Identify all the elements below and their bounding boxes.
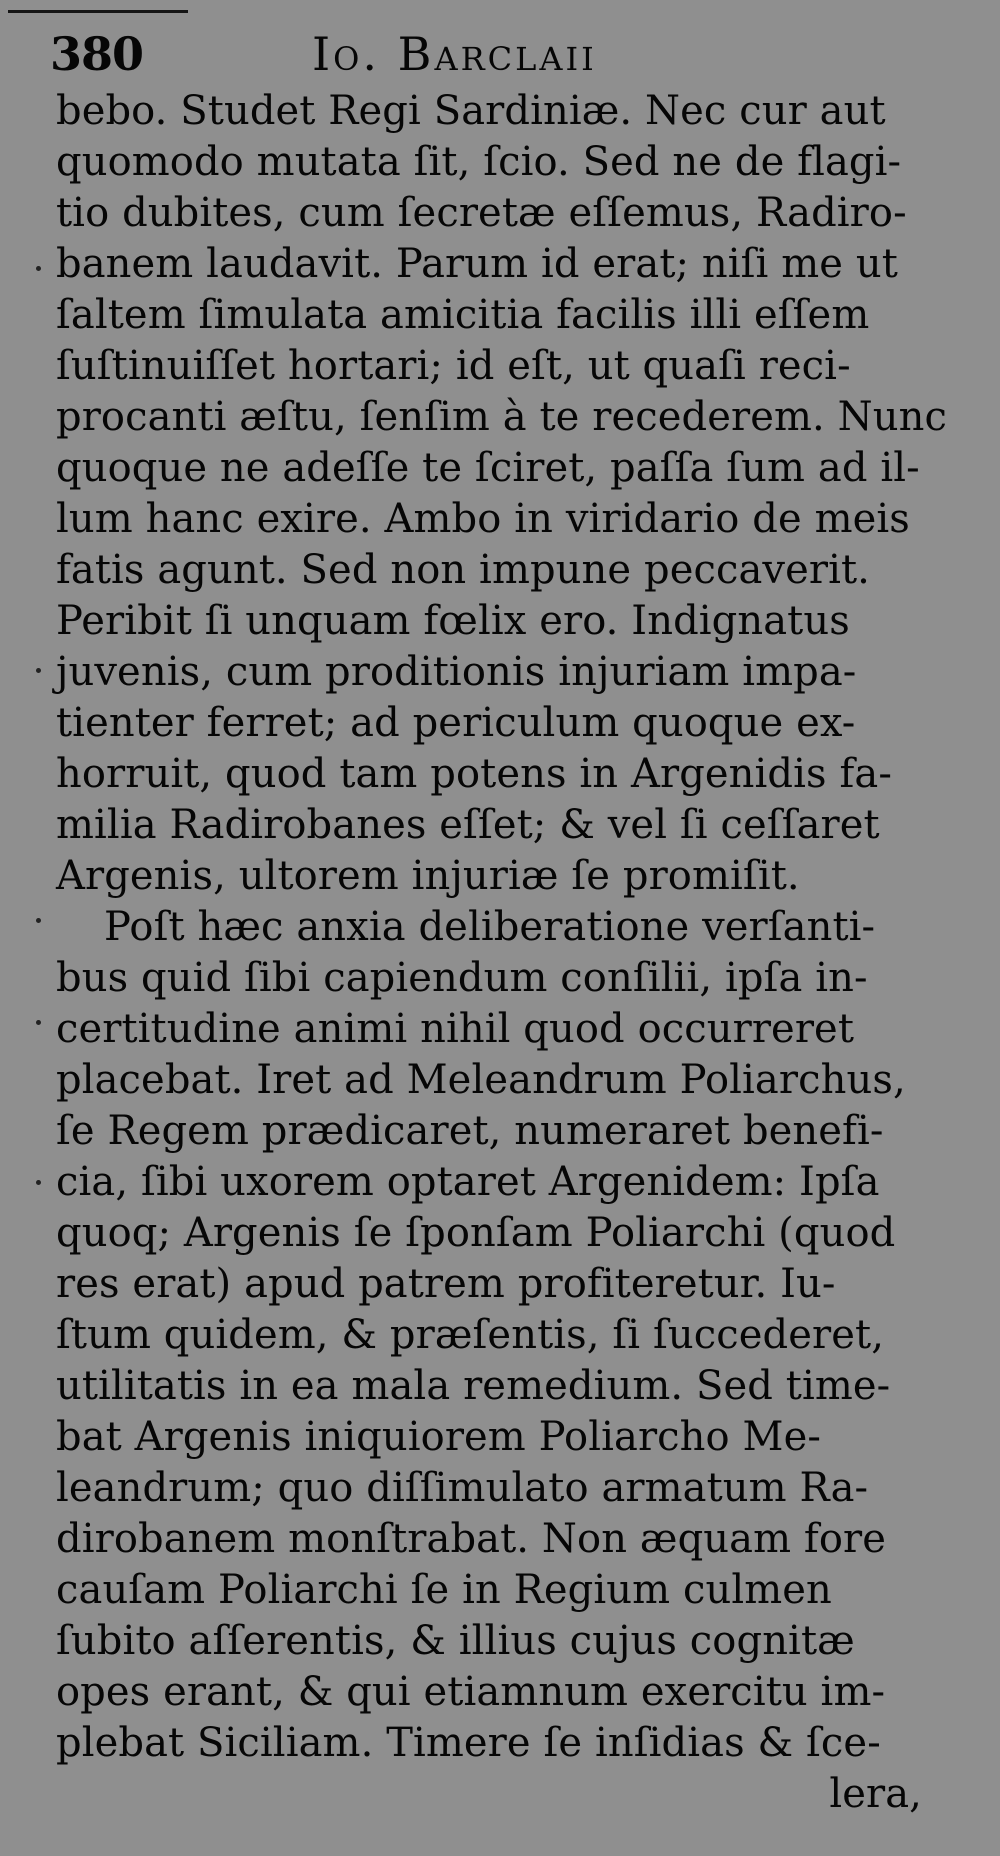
text-line: Argenis, ultorem injuriæ ſe promiſit.	[56, 853, 800, 899]
text-line: opes erant, & qui etiamnum exercitu im-	[56, 1669, 886, 1715]
margin-mark	[36, 668, 41, 673]
text-line: bus quid ſibi capiendum conſilii, ipſa in-	[56, 955, 868, 1001]
margin-mark	[36, 918, 41, 923]
page-number: 380	[50, 27, 144, 81]
text-line: ſtum quidem, & præſentis, ſi ſuccederet,	[56, 1312, 885, 1358]
running-head: Io. Barclaii	[312, 27, 597, 81]
margin-mark	[36, 1020, 41, 1025]
page-header	[50, 22, 950, 86]
margin-mark	[36, 266, 41, 271]
text-line: cia, ſibi uxorem optaret Argenidem: Ipſa	[56, 1159, 880, 1205]
text-line: banem laudavit. Parum id erat; niſi me ut	[56, 241, 898, 287]
text-line: tienter ferret; ad periculum quoque ex-	[56, 700, 856, 746]
text-line: procanti æſtu, ſenſim à te recederem. Nunc	[56, 394, 947, 440]
text-line: horruit, quod tam potens in Argenidis fa-	[56, 751, 892, 797]
text-line: ſubito aſſerentis, & illius cujus cognitæ	[56, 1618, 855, 1664]
text-line: Peribit ſi unquam fœlix ero. Indignatus	[56, 598, 850, 644]
text-line: juvenis, cum proditionis injuriam impa-	[56, 649, 857, 695]
text-line: dirobanem monſtrabat. Non æquam fore	[56, 1516, 887, 1562]
text-line: bebo. Studet Regi Sardiniæ. Nec cur aut	[56, 88, 886, 134]
catchword: lera,	[829, 1771, 922, 1817]
text-line: placebat. Iret ad Meleandrum Poliarchus,	[56, 1057, 906, 1103]
text-line: ſuſtinuiſſet hortari; id eſt, ut quaſi reci-	[56, 343, 851, 389]
text-line: tio dubites, cum ſecretæ eſſemus, Radiro-	[56, 190, 907, 236]
text-line: quoq; Argenis ſe ſponſam Poliarchi (quod	[56, 1210, 896, 1256]
paragraph-first-line: Poſt hæc anxia deliberatione verſanti-	[104, 904, 876, 950]
text-line: ſaltem ſimulata amicitia facilis illi eſſem	[56, 292, 870, 338]
margin-mark	[36, 1180, 41, 1185]
top-rule	[8, 10, 188, 13]
text-line: leandrum; quo diſſimulato armatum Ra-	[56, 1465, 869, 1511]
body-text	[56, 86, 947, 1820]
text-line: plebat Siciliam. Timere ſe inſidias & ſce-	[56, 1720, 881, 1766]
text-line: lum hanc exire. Ambo in viridario de meis	[56, 496, 910, 542]
text-line: milia Radirobanes eſſet; & vel ſi ceſſaret	[56, 802, 880, 848]
text-line: quomodo mutata ſit, ſcio. Sed ne de flagi-	[56, 139, 902, 185]
text-line: res erat) apud patrem profiteretur. Iu-	[56, 1261, 836, 1307]
text-line: utilitatis in ea mala remedium. Sed time-	[56, 1363, 891, 1409]
text-line: quoque ne adeſſe te ſciret, paſſa ſum ad il-	[56, 445, 920, 491]
text-line: cauſam Poliarchi ſe in Regium culmen	[56, 1567, 832, 1613]
text-line: fatis agunt. Sed non impune peccaverit.	[56, 547, 870, 593]
text-line: ſe Regem prædicaret, numeraret benefi-	[56, 1108, 884, 1154]
text-line: certitudine animi nihil quod occurreret	[56, 1006, 855, 1052]
text-line: bat Argenis iniquiorem Poliarcho Me-	[56, 1414, 821, 1460]
